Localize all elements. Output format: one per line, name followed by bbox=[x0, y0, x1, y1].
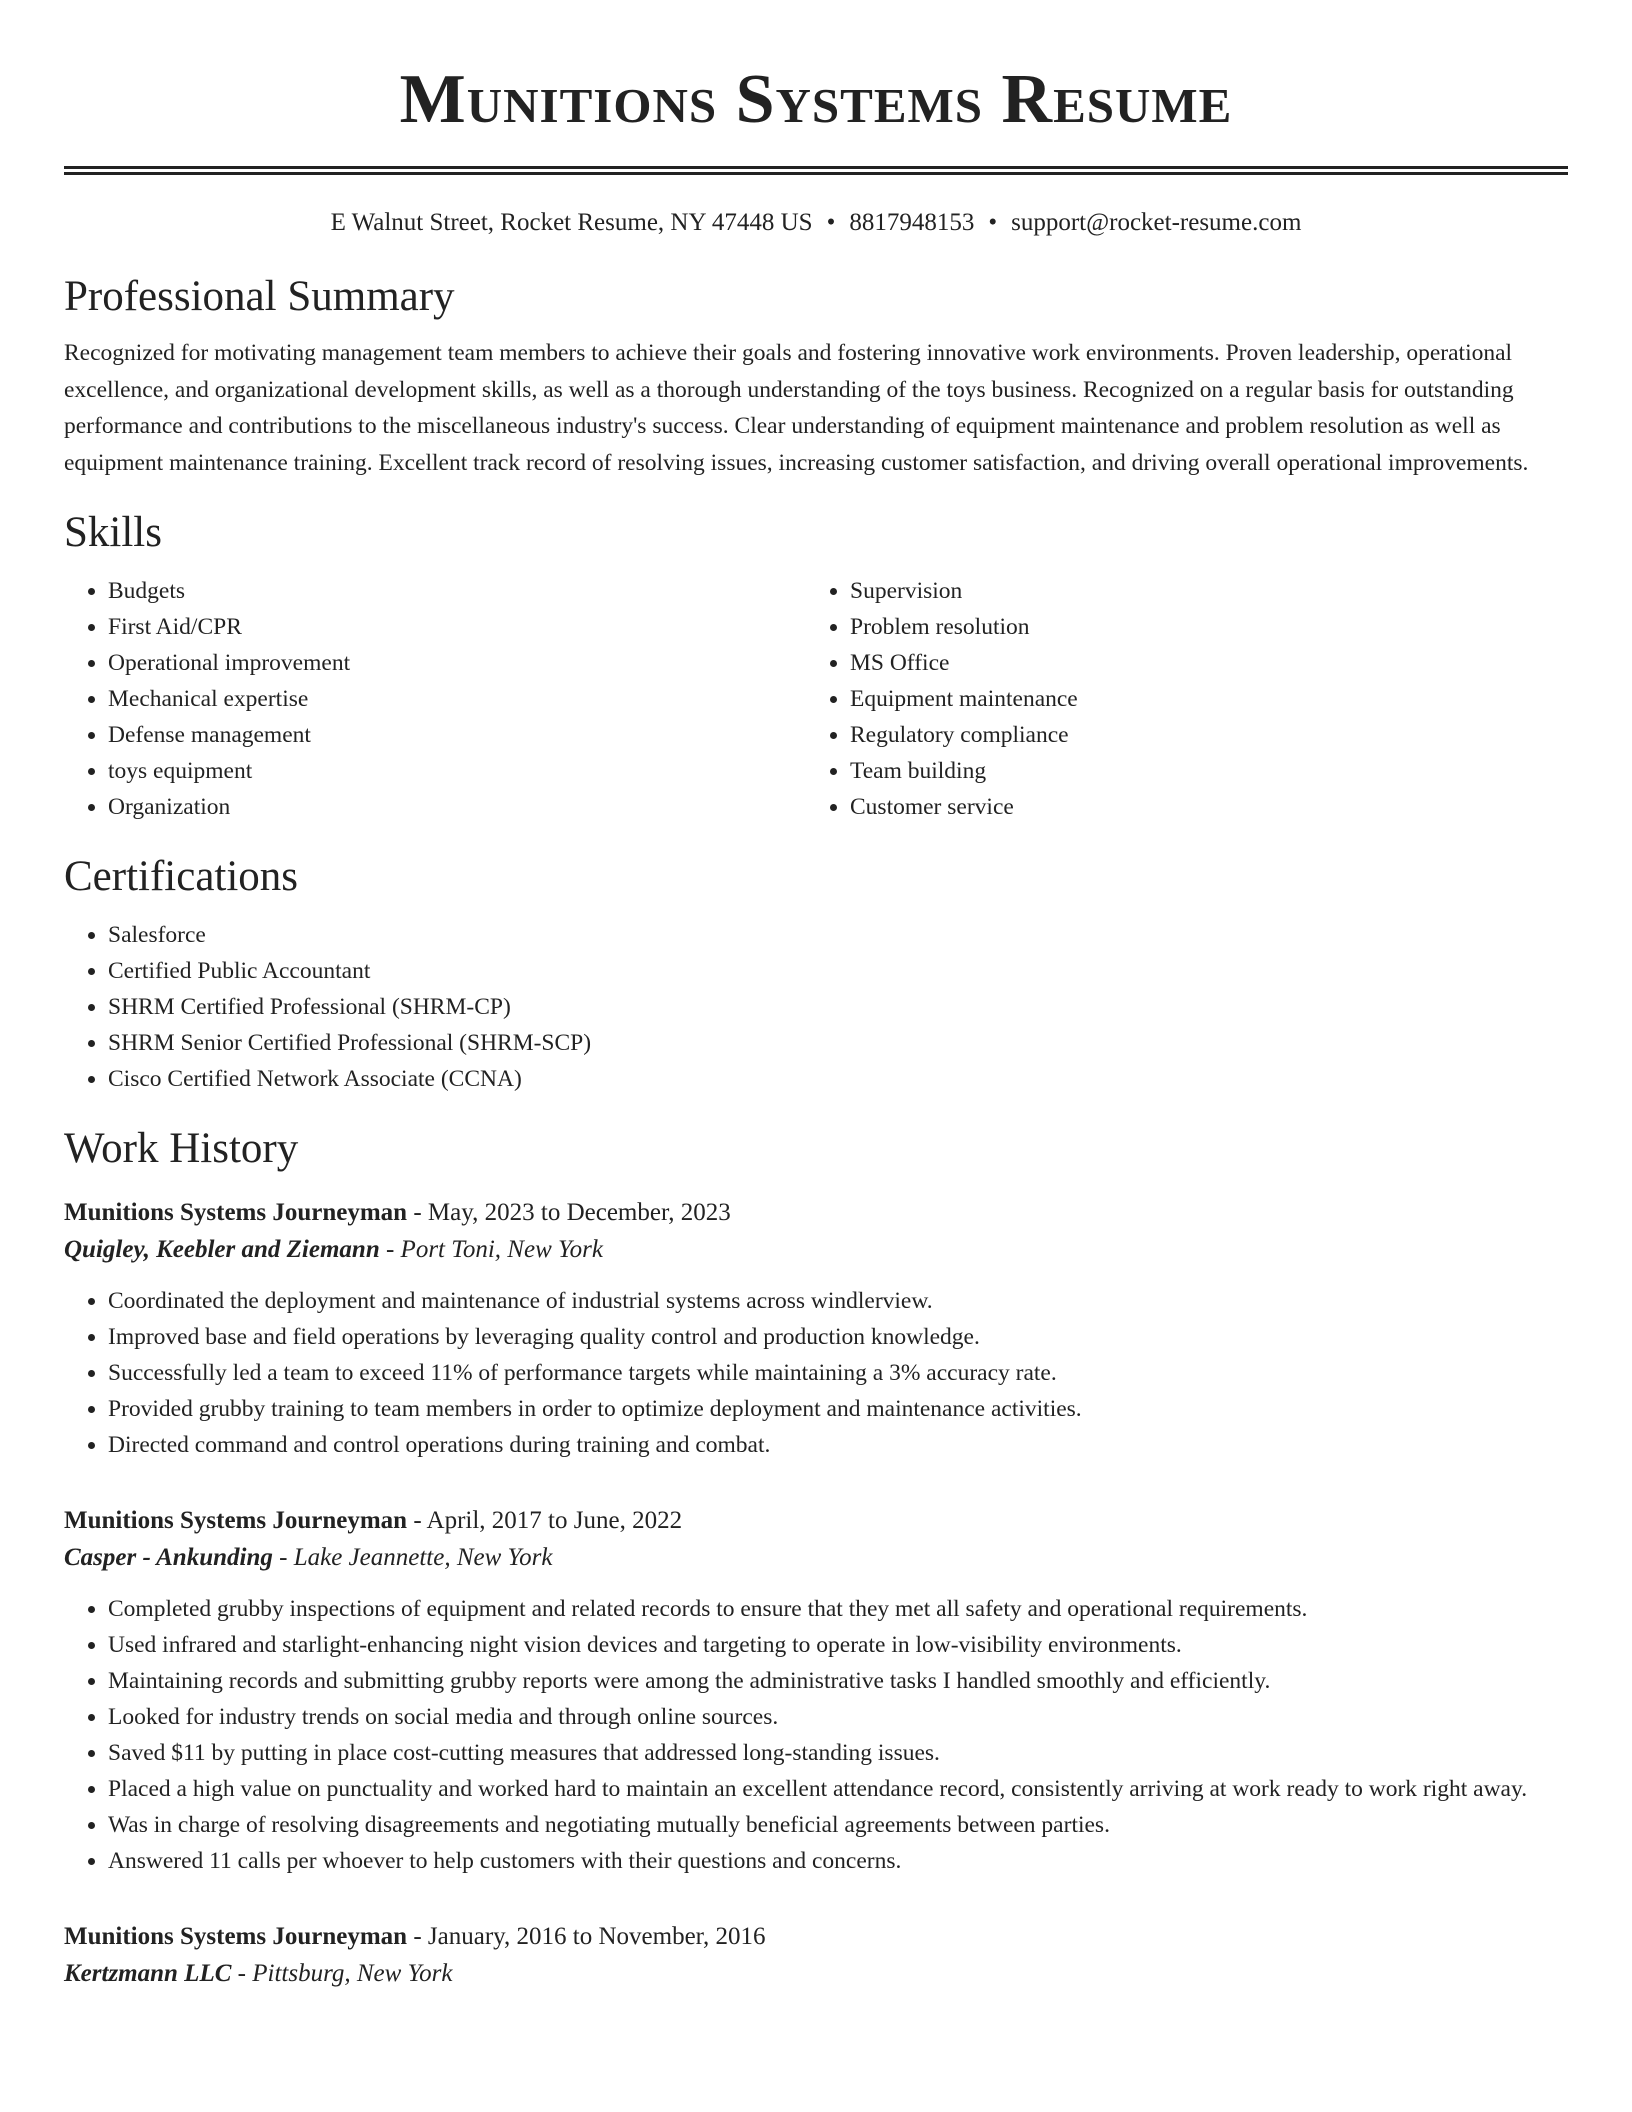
job-title: Munitions Systems Journeyman bbox=[64, 1199, 408, 1226]
job-location: - Port Toni, New York bbox=[379, 1236, 603, 1263]
job-bullet: • Saved $11 by putting in place cost-cutting measures that addressed long-standing issues. bbox=[108, 1735, 1568, 1771]
skills-section bbox=[64, 507, 1568, 825]
skill-item: • toys equipment bbox=[108, 753, 806, 789]
summary-heading: Professional Summary bbox=[64, 273, 455, 320]
job-bullet: • Directed command and control operations during training and combat. bbox=[108, 1427, 1568, 1463]
summary-section bbox=[64, 271, 1568, 481]
skill-item: • Operational improvement bbox=[108, 645, 806, 681]
skill-item: • Budgets bbox=[108, 573, 806, 609]
job-dates: - January, 2016 to November, 2016 bbox=[407, 1923, 766, 1950]
certifications-section bbox=[64, 851, 1568, 1097]
job-bullet: • Used infrared and starlight-enhancing night vision devices and targeting to operate in low-visibility environments. bbox=[108, 1627, 1568, 1663]
skills-heading: Skills bbox=[64, 509, 162, 556]
job-bullet: • Looked for industry trends on social media and through online sources. bbox=[108, 1699, 1568, 1735]
job-company: Kertzmann LLC bbox=[64, 1960, 232, 1987]
contact-separator: • bbox=[826, 209, 836, 236]
work-history-heading: Work History bbox=[64, 1125, 299, 1172]
contact-address: E Walnut Street, Rocket Resume, NY 47448 US bbox=[330, 209, 813, 236]
job-dates: - May, 2023 to December, 2023 bbox=[407, 1199, 731, 1226]
skills-right-list bbox=[806, 573, 1548, 825]
summary-text: Recognized for motivating management team members to achieve their goals and fostering innovative work environments. Proven leadership, operational excellence, and organizational development skills, as well as a thorough understanding of the toys business. Recognized on a regular basis for outstanding performance and contributions to the miscellaneous industry's success. Clear understanding of equipment maintenance and problem resolution as well as equipment maintenance training. Excellent track record of resolving issues, increasing customer satisfaction, and driving overall operational improvements. bbox=[64, 340, 1529, 476]
certifications-list bbox=[64, 917, 1568, 1097]
job-bullet: • Was in charge of resolving disagreements and negotiating mutually beneficial agreements between parties. bbox=[108, 1807, 1568, 1843]
job-title: Munitions Systems Journeyman bbox=[64, 1923, 408, 1950]
job-company-line bbox=[64, 1231, 1568, 1269]
job-bullet: • Improved base and field operations by leveraging quality control and production knowledge. bbox=[108, 1319, 1568, 1355]
job-bullet: • Successfully led a team to exceed 11% of performance targets while maintaining a 3% accuracy rate. bbox=[108, 1355, 1568, 1391]
contact-line bbox=[64, 207, 1568, 239]
job-company: Casper - Ankunding bbox=[64, 1544, 273, 1571]
job-bullets bbox=[64, 1591, 1568, 1879]
job-location: - Pittsburg, New York bbox=[231, 1960, 453, 1987]
job-bullet: • Maintaining records and submitting grubby reports were among the administrative tasks I handled smoothly and efficiently. bbox=[108, 1663, 1568, 1699]
skill-item: • MS Office bbox=[850, 645, 1548, 681]
title-divider bbox=[64, 166, 1568, 175]
skill-item: • Equipment maintenance bbox=[850, 681, 1548, 717]
job-bullet: • Coordinated the deployment and maintenance of industrial systems across windlerview. bbox=[108, 1283, 1568, 1319]
skills-left-column bbox=[64, 573, 806, 825]
certification-item: • Cisco Certified Network Associate (CCNA) bbox=[108, 1061, 1568, 1097]
job-bullet: • Placed a high value on punctuality and worked hard to maintain an excellent attendance record, consistently arriving at work ready to work right away. bbox=[108, 1771, 1568, 1807]
contact-email: support@rocket-resume.com bbox=[1011, 209, 1302, 236]
resume-title: Munitions Systems Resume bbox=[399, 61, 1233, 138]
job-title-line bbox=[64, 1195, 1568, 1231]
skill-item: • Team building bbox=[850, 753, 1548, 789]
job-company-line bbox=[64, 1955, 1568, 1993]
skill-item: • Supervision bbox=[850, 573, 1548, 609]
job-title-line bbox=[64, 1503, 1568, 1539]
contact-separator: • bbox=[988, 209, 998, 236]
skills-right-column bbox=[806, 573, 1548, 825]
certification-item: • SHRM Senior Certified Professional (SHRM-SCP) bbox=[108, 1025, 1568, 1061]
skill-item: • Customer service bbox=[850, 789, 1548, 825]
job-bullet: • Completed grubby inspections of equipment and related records to ensure that they met all safety and operational requirements. bbox=[108, 1591, 1568, 1627]
skill-item: • Regulatory compliance bbox=[850, 717, 1548, 753]
certification-item: • Certified Public Accountant bbox=[108, 953, 1568, 989]
job-bullets bbox=[64, 1283, 1568, 1463]
skill-item: • Problem resolution bbox=[850, 609, 1548, 645]
contact-phone: 8817948153 bbox=[849, 209, 975, 236]
certification-item: • SHRM Certified Professional (SHRM-CP) bbox=[108, 989, 1568, 1025]
job-location: - Lake Jeannette, New York bbox=[272, 1544, 553, 1571]
job-title: Munitions Systems Journeyman bbox=[64, 1507, 408, 1534]
job-bullet: • Provided grubby training to team members in order to optimize deployment and maintenance activities. bbox=[108, 1391, 1568, 1427]
certification-item: • Salesforce bbox=[108, 917, 1568, 953]
skills-left-list bbox=[64, 573, 806, 825]
certifications-heading: Certifications bbox=[64, 853, 299, 900]
job-dates: - April, 2017 to June, 2022 bbox=[407, 1507, 683, 1534]
job-entry bbox=[64, 1919, 1568, 1993]
skill-item: • Mechanical expertise bbox=[108, 681, 806, 717]
skill-item: • Defense management bbox=[108, 717, 806, 753]
job-entry bbox=[64, 1503, 1568, 1879]
skill-item: • Organization bbox=[108, 789, 806, 825]
skills-grid bbox=[64, 573, 1568, 825]
job-entry bbox=[64, 1195, 1568, 1463]
job-company: Quigley, Keebler and Ziemann bbox=[64, 1236, 380, 1263]
job-bullet: • Answered 11 calls per whoever to help customers with their questions and concerns. bbox=[108, 1843, 1568, 1879]
job-title-line bbox=[64, 1919, 1568, 1955]
skill-item: • First Aid/CPR bbox=[108, 609, 806, 645]
job-company-line bbox=[64, 1539, 1568, 1577]
work-history-section bbox=[64, 1123, 1568, 1993]
